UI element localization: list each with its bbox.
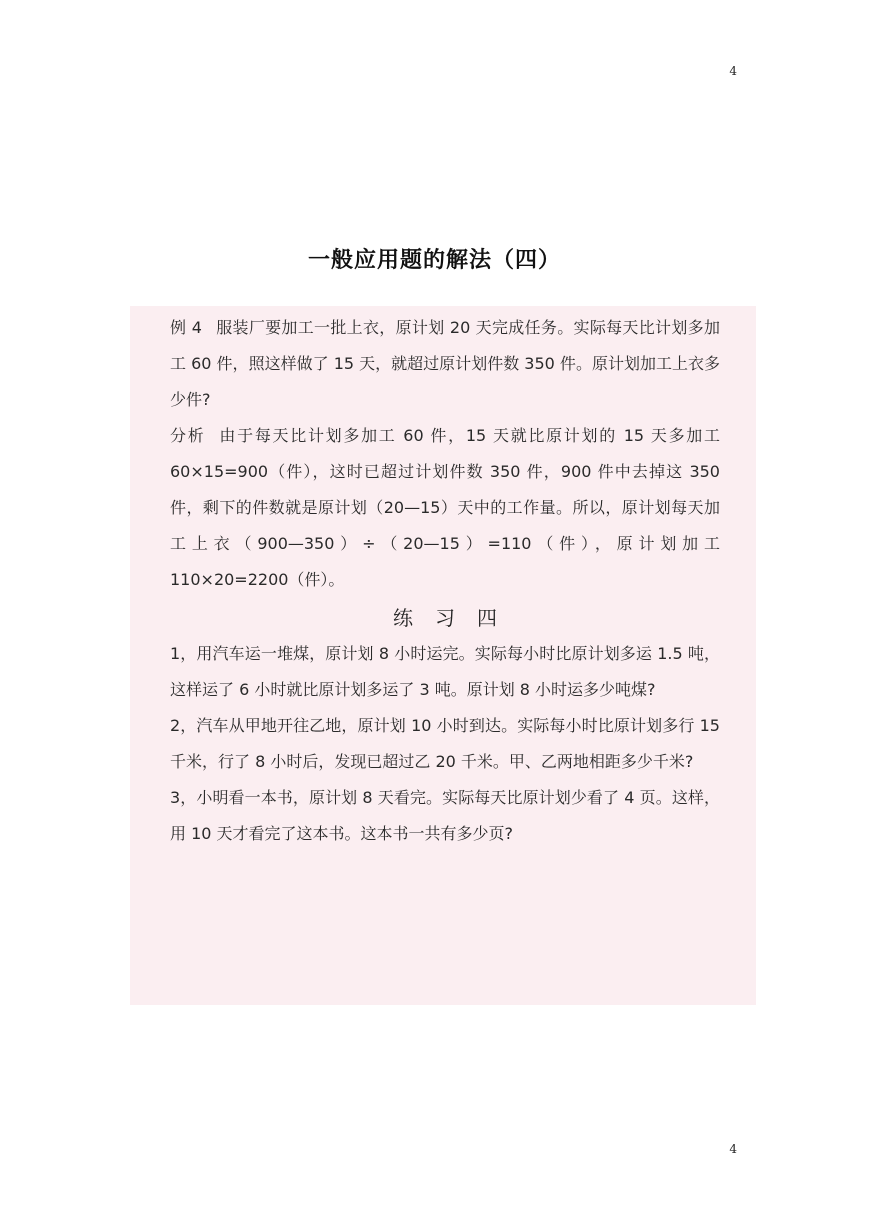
exercise-item: 1，用汽车运一堆煤，原计划 8 小时运完。实际每小时比原计划多运 1.5 吨，这样运了 6 小时就比原计划多运了 3 吨。原计划 8 小时运多少吨煤? (170, 644, 720, 699)
example-label: 例 4 (170, 318, 202, 337)
content-body (170, 310, 720, 852)
exercise-item: 3，小明看一本书，原计划 8 天看完。实际每天比原计划少看了 4 页。这样，用 10 天才看完了这本书。这本书一共有多少页? (170, 788, 720, 843)
example-text: 服装厂要加工一批上衣，原计划 20 天完成任务。实际每天比计划多加工 60 件，照这样做了 15 天，就超过原计划件数 350 件。原计划加工上衣多少件? (170, 318, 720, 409)
analysis-text: 由于每天比计划多加工 60 件，15 天就比原计划的 15 天多加工 60×15=900（件），这时已超过计划件数 350 件，900 件中去掉这 350 件，剩下的件数就是原计划（20—15）天中的工作量。所以，原计划每天加工上衣（900—350）÷（20—15）=110（件），原计划加工 110×20=2200（件）。 (170, 426, 720, 589)
page-number-top: 4 (729, 64, 737, 78)
page-title: 一般应用题的解法（四） (307, 247, 561, 273)
page-number-bottom: 4 (729, 1142, 737, 1156)
analysis-paragraph (170, 418, 720, 598)
exercise-item: 2，汽车从甲地开往乙地，原计划 10 小时到达。实际每小时比原计划多行 15 千米，行了 8 小时后，发现已超过乙 20 千米。甲、乙两地相距多少千米? (170, 716, 720, 771)
practice-heading: 练习四 (393, 606, 519, 630)
example-paragraph (170, 310, 720, 418)
analysis-label: 分析 (170, 426, 206, 445)
